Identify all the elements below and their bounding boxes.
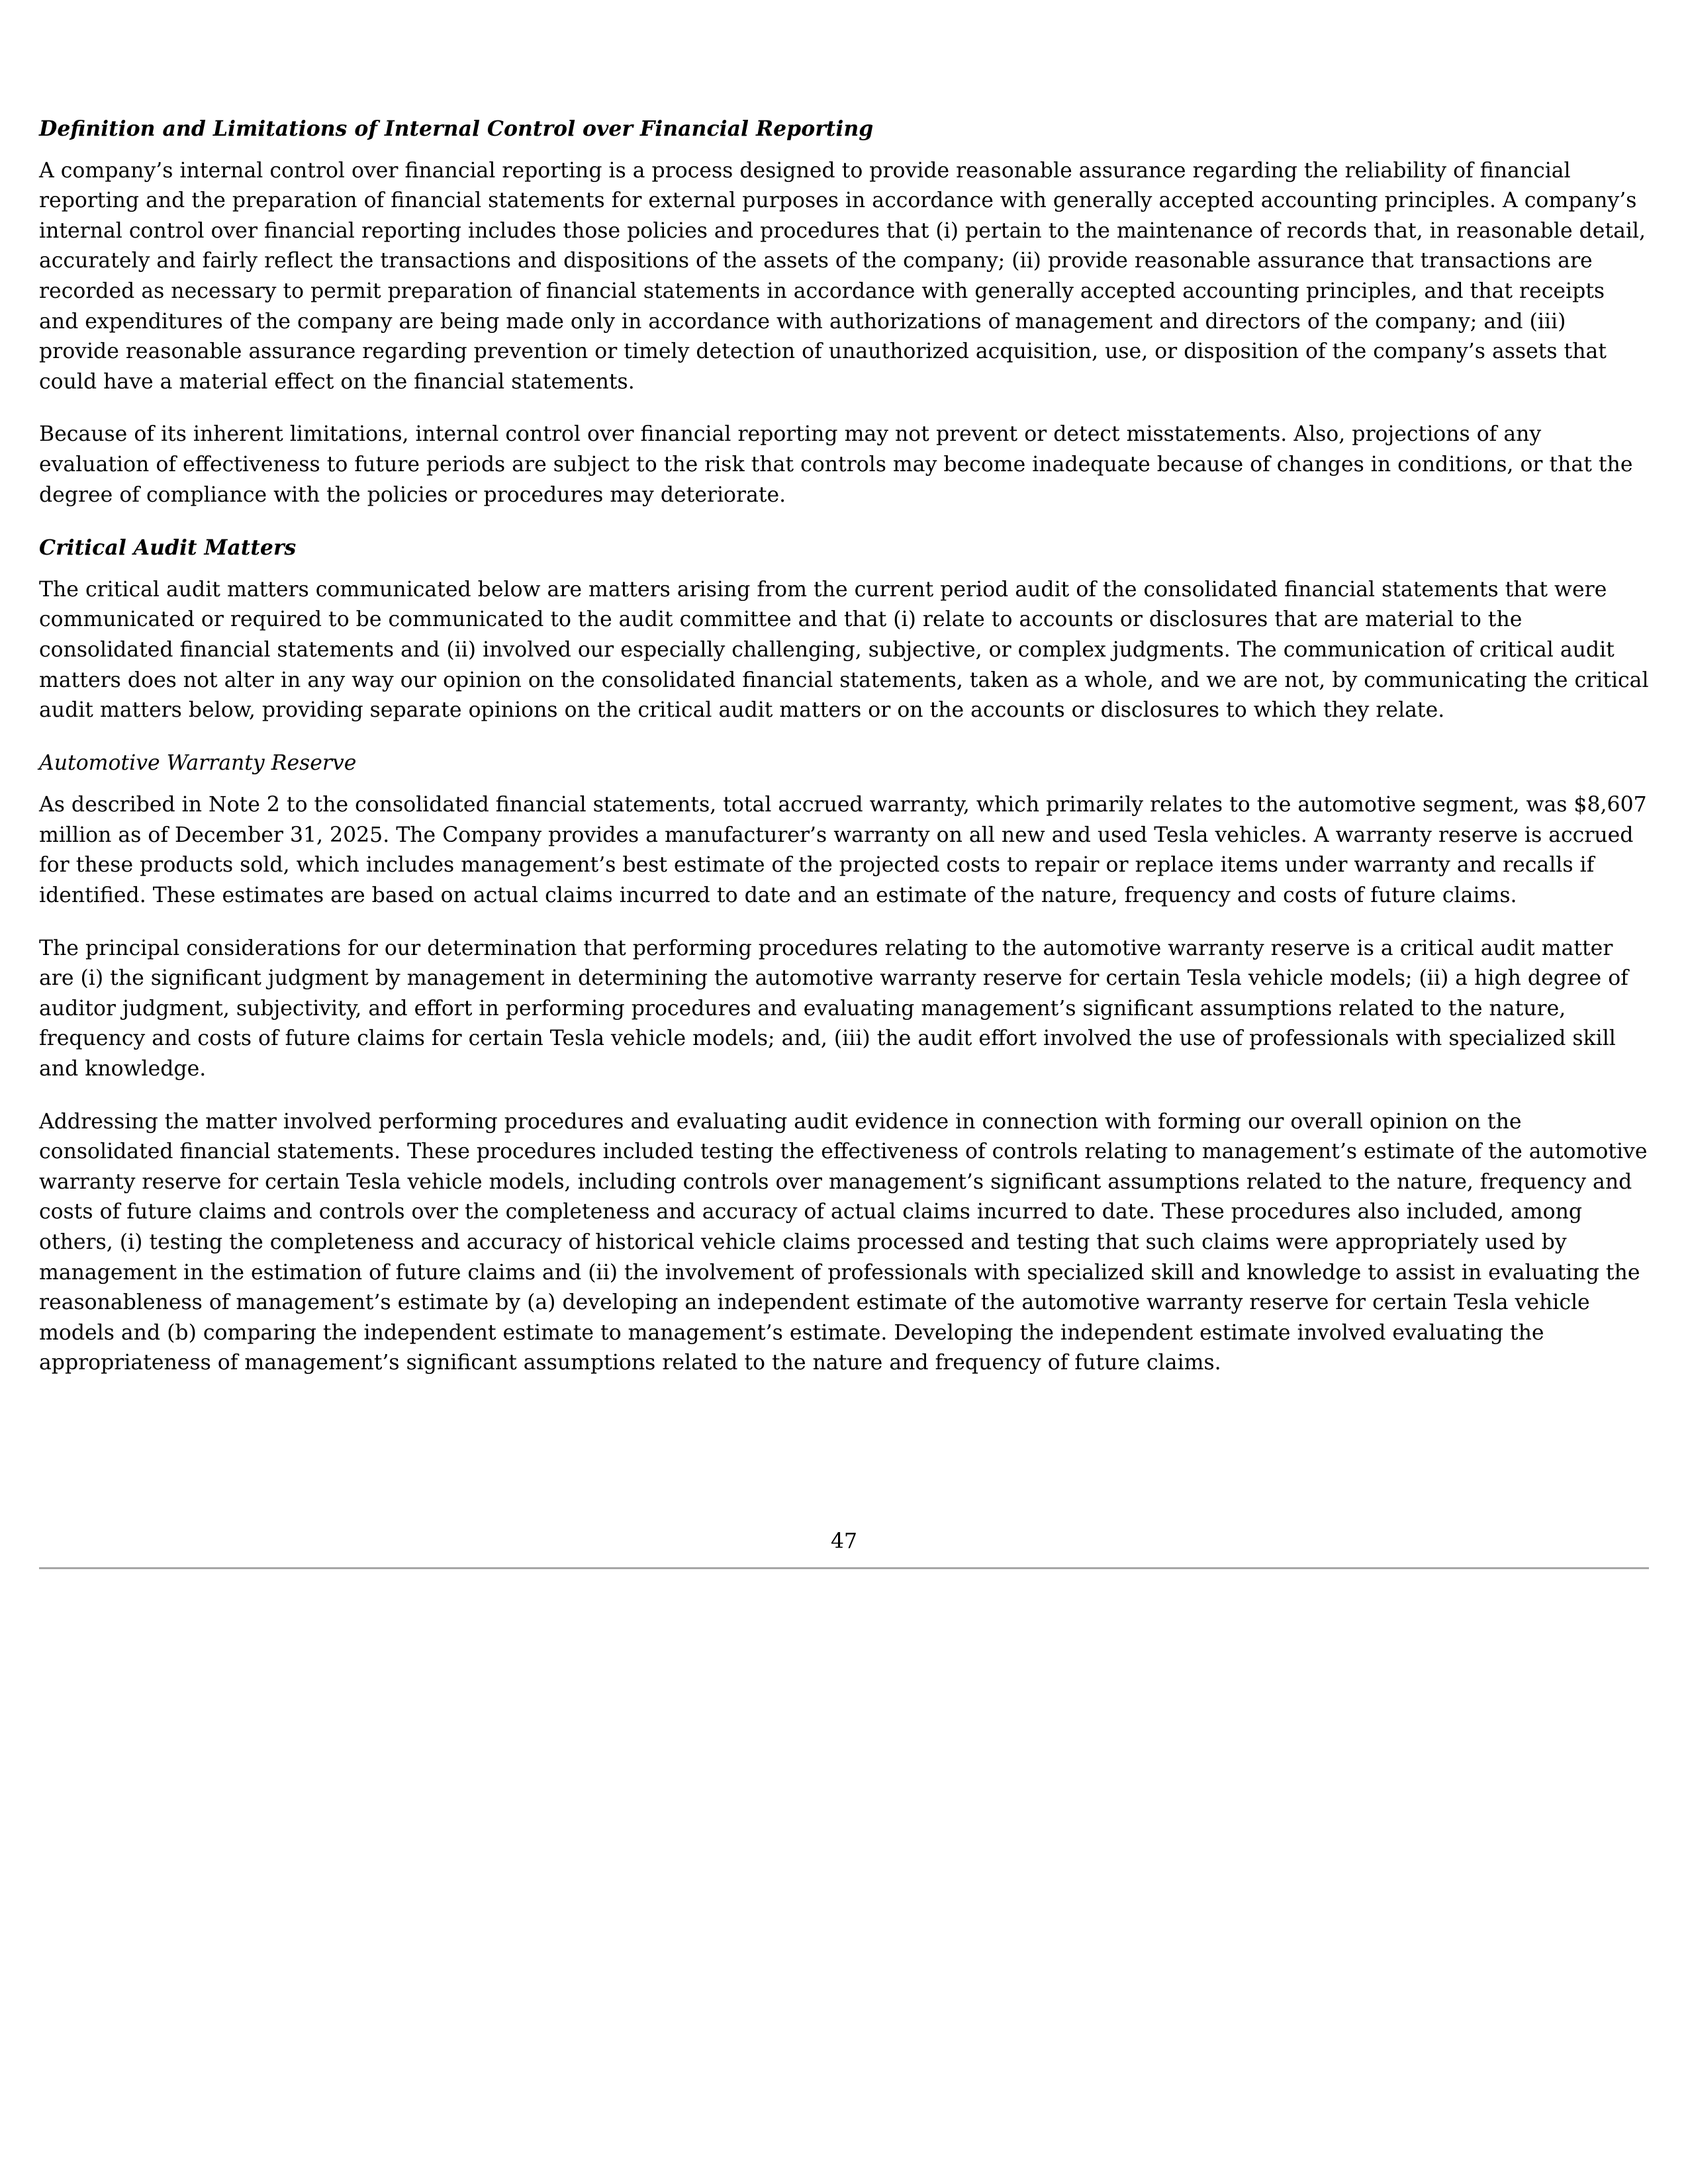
paragraph-warranty-3: Addressing the matter involved performing procedures and evaluating audit evidence in connection with forming our overall opinion on the consolidated financial statements. These procedures included testing the effectiveness of controls relating to management’s estimate of the automotive warranty reserve for certain Tesla vehicle models, including controls over management’s significant assumptions related to the nature, frequency and costs of future claims and controls over the completeness and accuracy of actual claims incurred to date. These procedures also included, among others, (i) testing the completeness and accuracy of historical vehicle claims processed and testing that such claims were appropriately used by management in the estimation of future claims and (ii) the involvement of professionals with specialized skill and knowledge to assist in evaluating the reasonableness of management’s estimate by (a) developing an independent estimate of the automotive warranty reserve for certain Tesla vehicle models and (b) comparing the independent estimate to management’s estimate. Developing the independent estimate involved evaluating the appropriateness of management’s significant assumptions related to the nature and frequency of future claims. — [39, 1109, 1648, 1375]
paragraph-definition-1: A company’s internal control over financial reporting is a process designed to provide reasonable assurance regarding the reliability of financial reporting and the preparation of financial statements for external purposes in accordance with generally accepted accounting principles. A company’s internal control over financial reporting includes those policies and procedures that (i) pertain to the maintenance of records that, in reasonable detail, accurately and fairly reflect the transactions and dispositions of the assets of the company; (ii) provide reasonable assurance that transactions are recorded as necessary to permit preparation of financial statements in accordance with generally accepted accounting principles, and that receipts and expenditures of the company are being made only in accordance with authorizations of management and directors of the company; and (iii) provide reasonable assurance regarding prevention or timely detection of unauthorized acquisition, use, or disposition of the company’s assets that could have a material effect on the financial statements. — [39, 158, 1646, 394]
page-number: 47 — [830, 1529, 858, 1553]
section-heading-definition: Definition and Limitations of Internal Control over Financial Reporting — [39, 116, 874, 141]
document-page — [39, 114, 1649, 1553]
subheading-automotive-warranty-reserve: Automotive Warranty Reserve — [39, 751, 357, 775]
paragraph-warranty-1: As described in Note 2 to the consolidated financial statements, total accrued warranty, which primarily relates to the automotive segment, was $8,607 million as of December 31, 2025. The Company provides a manufacturer’s warranty on all new and used Tesla vehicles. A warranty reserve is accrued for these products sold, which includes management’s best estimate of the projected costs to repair or replace items under warranty and recalls if identified. These estimates are based on actual claims incurred to date and an estimate of the nature, frequency and costs of future claims. — [39, 793, 1647, 908]
footer-divider — [39, 1567, 1649, 1569]
paragraph-warranty-2: The principal considerations for our determination that performing procedures relating to the automotive warranty reserve is a critical audit matter are (i) the significant judgment by management in determining the automotive warranty reserve for certain Tesla vehicle models; (ii) a high degree of auditor judgment, subjectivity, and effort in performing procedures and evaluating management’s significant assumptions related to the nature, frequency and costs of future claims for certain Tesla vehicle models; and, (iii) the audit effort involved the use of professionals with specialized skill and knowledge. — [39, 936, 1628, 1081]
paragraph-cam-1: The critical audit matters communicated below are matters arising from the current period audit of the consolidated financial statements that were communicated or required to be communicated to the audit committee and that (i) relate to accounts or disclosures that are material to the consolidated financial statements and (ii) involved our especially challenging, subjective, or complex judgments. The communication of critical audit matters does not alter in any way our opinion on the consolidated financial statements, taken as a whole, and we are not, by communicating the critical audit matters below, providing separate opinions on the critical audit matters or on the accounts or disclosures to which they relate. — [39, 577, 1649, 723]
section-heading-critical-audit-matters: Critical Audit Matters — [39, 535, 297, 561]
paragraph-definition-2: Because of its inherent limitations, internal control over financial reporting may not prevent or detect misstatements. Also, projections of any evaluation of effectiveness to future periods are subject to the risk that controls may become inadequate because of changes in conditions, or that the degree of compliance with the policies or procedures may deteriorate. — [39, 422, 1633, 507]
